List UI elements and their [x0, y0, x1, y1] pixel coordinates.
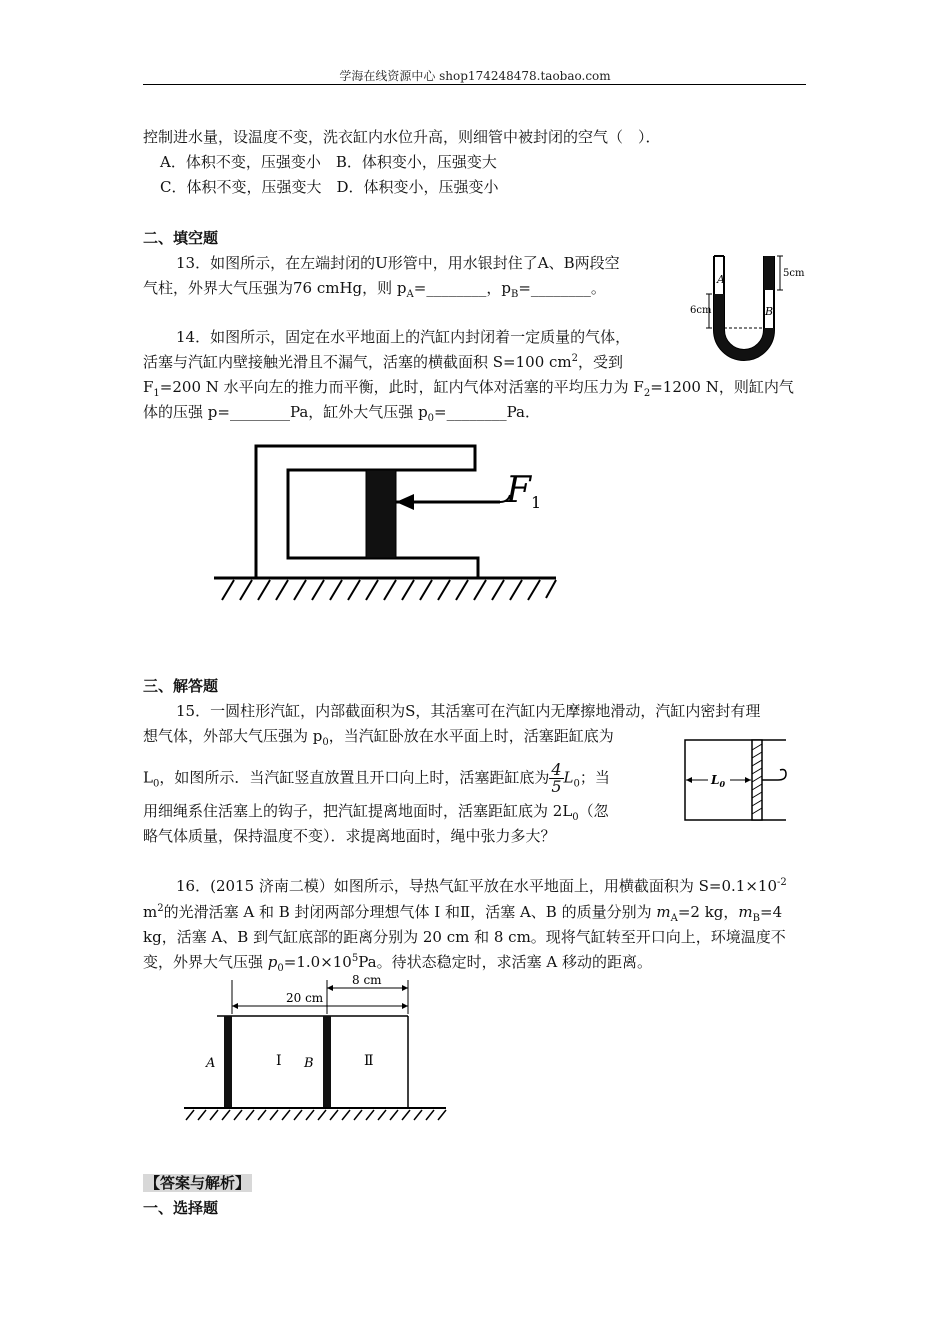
two-piston-cylinder-figure — [180, 970, 450, 1122]
label-l0: $L_0$ — [711, 773, 726, 789]
cylinder-piston-figure — [210, 440, 570, 610]
label-6cm: 6cm — [690, 305, 712, 316]
page-header: 学海在线资源中心 shop174248478.taobao.com — [339, 69, 611, 83]
label-gas-ii: Ⅱ — [364, 1053, 374, 1069]
q15-line4: 用细绳系住活塞上的钩子，把汽缸提离地面时，活塞距缸底为 $2L_0$（忽 — [143, 802, 609, 823]
q13-line2: 气柱，外界大气压强为76 cmHg，则 $p_A=\_\_\_\_\_\_\_\_$，$p_B=\_\_\_\_\_\_\_\_$。 — [143, 279, 606, 300]
q16-line4: 变，外界大气压强 $p_0=1.0\times 10^5Pa$。待状态稳定时，求活塞 A 移动的距离。 — [143, 953, 652, 974]
label-piston-b: B — [304, 1056, 314, 1071]
q16-line3: kg，活塞 A、B 到气缸底部的距离分别为 20 cm 和 8 cm。现将气缸转至开口向上，环境温度不 — [143, 928, 786, 946]
label-b: B — [765, 305, 774, 318]
q15-line5: 略气体质量，保持温度不变）．求提离地面时，绳中张力多大？ — [143, 827, 556, 845]
q13-line1: 13．如图所示，在左端封闭的U形管中，用水银封住了A、B两段空 — [176, 254, 620, 272]
q14-line3: $F_1=200$ N 水平向左的推力而平衡，此时，缸内气体对活塞的平均压力为 $F_2=1200$ N，则缸内气 — [143, 378, 794, 399]
answers-title: 【答案与解析】 — [145, 1174, 251, 1192]
section-solve-title: 三、解答题 — [143, 677, 219, 695]
q14-line4: 体的压强 p=________Pa，缸外大气压强 $p_0=\_\_\_\_\_\_\_\_Pa$． — [143, 403, 540, 424]
q15-line1: 15．一圆柱形汽缸，内部截面积为S，其活塞可在汽缸内无摩擦地滑动，汽缸内密封有理 — [176, 702, 761, 720]
section-fill-blank-title: 二、填空题 — [143, 229, 219, 247]
q14-line2: 活塞与汽缸内壁接触光滑且不漏气，活塞的横截面积 S=100 $cm^2$，受到 — [143, 353, 624, 371]
label-piston-a: A — [206, 1056, 216, 1071]
q16-line1: 16．(2015 济南二模）如图所示，导热气缸平放在水平地面上，用横截面积为 $S=0.1\times 10^{-2}$ — [176, 877, 787, 895]
q14-line1: 14．如图所示，固定在水平地面上的汽缸内封闭着一定质量的气体， — [176, 328, 631, 346]
u-tube-figure — [686, 250, 808, 368]
q12-options-row1: A．体积不变，压强变小 B．体积变小，压强变大 — [160, 153, 497, 171]
fraction-4-5: $\frac{4}{5}$ — [551, 760, 562, 796]
label-20cm: 20 cm — [286, 991, 324, 1005]
label-5cm: 5cm — [783, 268, 805, 279]
q15-line3: $L_0$，如图所示．当汽缸竖直放置且开口向上时，活塞距缸底为 $\frac{4}{5}$ $L_0$；当 — [143, 760, 610, 796]
q15-line2: 想气体，外部大气压强为 $p_0$，当汽缸卧放在水平面上时，活塞距缸底为 — [143, 727, 614, 748]
q12-options-row2: C．体积不变，压强变大 D．体积变小，压强变小 — [160, 178, 499, 196]
label-a: A — [717, 273, 725, 286]
header-rule — [143, 84, 806, 85]
horizontal-cylinder-figure — [682, 736, 794, 826]
q16-line2: $m^2$的光滑活塞 A 和 B 封闭两部分理想气体 I 和Ⅱ，活塞 A、B 的质量分别为 $m_A=2$ kg，$m_B=4$ — [143, 903, 783, 924]
label-gas-i: Ⅰ — [276, 1053, 282, 1069]
answers-section1-title: 一、选择题 — [143, 1199, 219, 1217]
label-8cm: 8 cm — [352, 973, 382, 987]
q12-stem: 控制进水量，设温度不变，洗衣缸内水位升高，则细管中被封闭的空气（ ）． — [143, 128, 661, 146]
label-f1: F1 — [506, 470, 542, 512]
